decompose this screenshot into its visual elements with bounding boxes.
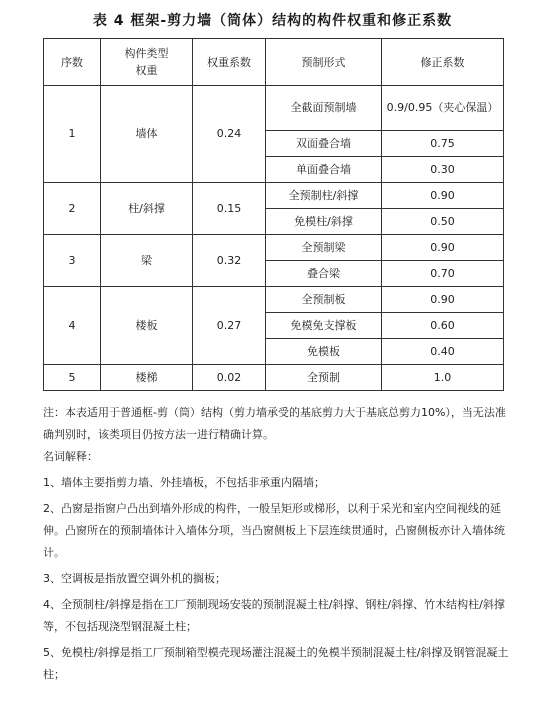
- cell-coef: 0.60: [382, 313, 504, 339]
- table-row: [44, 287, 504, 313]
- table-row: [44, 235, 504, 261]
- cell-type: 墙体: [101, 86, 193, 183]
- table-row: [44, 86, 504, 131]
- cell-coef: 0.30: [382, 157, 504, 183]
- cell-form: 全预制: [266, 365, 382, 391]
- cell-no: 1: [44, 86, 101, 183]
- cell-form: 全预制柱/斜撑: [266, 183, 382, 209]
- glossary-item: 2、凸窗是指窗户凸出到墙外形成的构件，一般呈矩形或梯形，以利于采光和室内空间视线的延伸。凸窗所在的预制墙体计入墙体分项，当凸窗侧板上下层连续贯通时，凸窗侧板亦计入墙体统计。: [43, 502, 505, 559]
- cell-weight: 0.32: [193, 235, 266, 287]
- cell-coef: 0.50: [382, 209, 504, 235]
- weight-coefficient-table: [43, 38, 504, 391]
- cell-form: 双面叠合墙: [266, 131, 382, 157]
- cell-weight: 0.27: [193, 287, 266, 365]
- cell-coef: 0.40: [382, 339, 504, 365]
- table-row: [44, 183, 504, 209]
- header-no: 序数: [44, 39, 101, 86]
- table-header-row: [44, 39, 504, 86]
- cell-form: 叠合梁: [266, 261, 382, 287]
- header-type: 构件类型 权重: [101, 39, 193, 86]
- cell-weight: 0.02: [193, 365, 266, 391]
- glossary-item: 1、墙体主要指剪力墙、外挂墙板，不包括非承重内隔墙；: [43, 476, 325, 489]
- cell-form: 免模免支撑板: [266, 313, 382, 339]
- cell-coef: 0.90: [382, 287, 504, 313]
- cell-form: 全预制梁: [266, 235, 382, 261]
- glossary-item: 3、空调板是指放置空调外机的搁板；: [43, 572, 226, 585]
- glossary-item: 4、全预制柱/斜撑是指在工厂预制现场安装的预制混凝土柱/斜撑、钢柱/斜撑、竹木结构柱/斜撑等，不包括现浇型钢混凝土柱；: [43, 598, 505, 633]
- table-note: 注：本表适用于普通框-剪（筒）结构（剪力墙承受的基底剪力大于基底总剪力10%），当无法准确判别时，该类项目仍按方法一进行精确计算。: [43, 406, 506, 441]
- cell-weight: 0.15: [193, 183, 266, 235]
- cell-form: 单面叠合墙: [266, 157, 382, 183]
- cell-type: 楼梯: [101, 365, 193, 391]
- cell-no: 3: [44, 235, 101, 287]
- table-title: 表 4 框架-剪力墙（筒体）结构的构件权重和修正系数: [92, 13, 453, 29]
- notes-section: [43, 402, 513, 686]
- cell-type: 梁: [101, 235, 193, 287]
- cell-coef: 0.75: [382, 131, 504, 157]
- cell-form: 全截面预制墙: [266, 86, 382, 131]
- cell-coef: 1.0: [382, 365, 504, 391]
- header-form: 预制形式: [266, 39, 382, 86]
- glossary-title: 名词解释：: [43, 450, 98, 463]
- cell-form: 免模柱/斜撑: [266, 209, 382, 235]
- cell-type: 楼板: [101, 287, 193, 365]
- cell-no: 4: [44, 287, 101, 365]
- cell-form: 全预制板: [266, 287, 382, 313]
- cell-weight: 0.24: [193, 86, 266, 183]
- cell-no: 5: [44, 365, 101, 391]
- header-weight: 权重系数: [193, 39, 266, 86]
- cell-coef: 0.90: [382, 235, 504, 261]
- cell-coef: 0.9/0.95（夹心保温）: [382, 86, 504, 131]
- cell-coef: 0.90: [382, 183, 504, 209]
- table-row: [44, 365, 504, 391]
- glossary-item: 5、免模柱/斜撑是指工厂预制箱型模壳现场灌注混凝土的免模半预制混凝土柱/斜撑及钢管混凝土柱；: [43, 646, 509, 681]
- cell-no: 2: [44, 183, 101, 235]
- cell-coef: 0.70: [382, 261, 504, 287]
- cell-form: 免模板: [266, 339, 382, 365]
- cell-type: 柱/斜撑: [101, 183, 193, 235]
- header-coef: 修正系数: [382, 39, 504, 86]
